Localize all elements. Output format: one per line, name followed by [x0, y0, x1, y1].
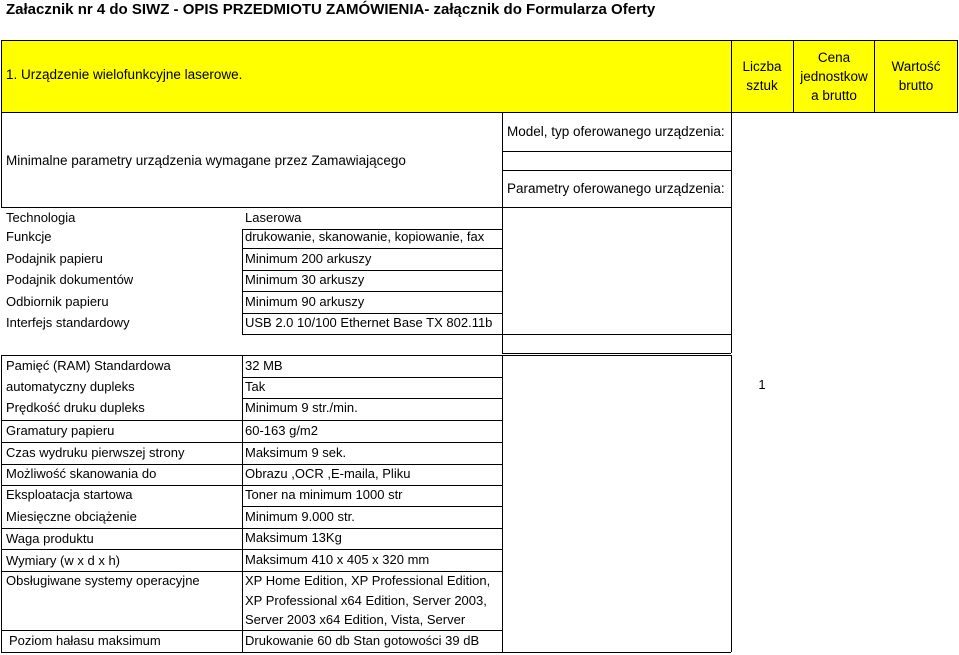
grid-line: [1, 207, 731, 208]
grid-line: [242, 528, 502, 529]
grid-line: [242, 291, 502, 292]
grid-line: [242, 571, 502, 572]
min-params-label: Minimalne parametry urządzenia wymagane przez Zamawiającego: [6, 153, 406, 168]
grid-line: [242, 270, 502, 271]
grid-line: [242, 248, 502, 249]
grid-line: [242, 229, 502, 230]
param-name: Eksploatacja startowa: [6, 487, 133, 502]
grid-line: [502, 112, 503, 207]
grid-line: [242, 464, 502, 465]
grid-line: [242, 313, 502, 314]
param-name: Możliwość skanowania do: [6, 466, 157, 481]
param-value-line: Server 2003 x64 Edition, Vista, Server: [245, 612, 466, 627]
grid-line: [1, 112, 958, 113]
grid-line: [242, 334, 502, 335]
quantity-header: [731, 57, 793, 95]
unit-price-header-line2: jednostkow: [800, 69, 868, 84]
param-value: Obrazu ,OCR ,E-maila, Pliku: [245, 466, 411, 481]
param-name: Prędkość druku dupleks: [6, 400, 145, 415]
quantity-header-line1: Liczba: [742, 59, 782, 74]
param-value: Maksimum 410 x 405 x 320 mm: [245, 552, 430, 567]
grid-line: [1, 652, 731, 653]
grid-line: [731, 40, 732, 112]
param-name: Gramatury papieru: [6, 423, 115, 438]
grid-line: [1, 355, 2, 652]
param-value: drukowanie, skanowanie, kopiowanie, fax: [245, 229, 485, 244]
param-name: Wymiary (w x d x h): [6, 553, 120, 568]
grid-line: [1, 528, 242, 529]
grid-line: [242, 485, 502, 486]
unit-price-header-line3: a brutto: [811, 88, 857, 103]
device-name: 1. Urządzenie wielofunkcyjne laserowe.: [6, 67, 243, 82]
param-value: Minimum 9 str./min.: [245, 400, 358, 415]
grid-line: [731, 207, 732, 353]
document-title: Załacznik nr 4 do SIWZ - OPIS PRZEDMIOTU ZAMÓWIENIA- załącznik do Formularza Oferty: [6, 1, 656, 18]
quantity-value: 1: [758, 377, 766, 392]
unit-price-header: [794, 48, 874, 105]
value-header: [875, 57, 957, 95]
unit-price-header-line1: Cena: [817, 50, 851, 65]
param-value: Tak: [245, 379, 266, 394]
param-name: Interfejs standardowy: [6, 315, 130, 330]
param-value: Drukowanie 60 db Stan gotowości 39 dB: [245, 633, 480, 648]
param-name: Poziom hałasu maksimum: [9, 633, 161, 648]
grid-line: [502, 151, 731, 152]
grid-line: [242, 420, 502, 421]
grid-line: [1, 464, 242, 465]
param-name: Odbiornik papieru: [6, 294, 109, 309]
grid-line: [1, 571, 242, 572]
grid-line: [242, 442, 502, 443]
grid-line: [1, 40, 2, 207]
grid-line: [1, 549, 242, 550]
param-value-line: XP Home Edition, XP Professional Edition,: [245, 573, 491, 588]
grid-line: [502, 334, 731, 335]
offered-params-label: Parametry oferowanego urządzenia:: [507, 181, 725, 196]
grid-line: [242, 355, 243, 652]
grid-line: [242, 630, 502, 631]
param-name: Miesięczne obciążenie: [6, 509, 137, 524]
param-name: automatyczny dupleks: [6, 379, 135, 394]
param-name: Technologia: [6, 210, 76, 225]
grid-line: [1, 485, 242, 486]
param-value: Toner na minimum 1000 str: [245, 487, 403, 502]
param-name: Podajnik papieru: [6, 251, 103, 266]
value-header-line1: Wartość: [891, 59, 941, 74]
grid-line: [242, 229, 243, 334]
param-name: Funkcje: [6, 229, 52, 244]
grid-line: [242, 506, 502, 507]
param-value: Laserowa: [245, 210, 302, 225]
grid-line: [1, 355, 731, 356]
grid-line: [502, 170, 731, 171]
param-value: USB 2.0 10/100 Ethernet Base TX 802.11b: [245, 315, 493, 330]
model-label: Model, typ oferowanego urządzenia:: [507, 124, 725, 139]
grid-line: [502, 353, 731, 354]
value-header-line2: brutto: [898, 78, 934, 93]
param-name: Podajnik dokumentów: [6, 272, 134, 287]
grid-line: [242, 377, 502, 378]
grid-line: [731, 355, 732, 652]
param-value: 60-163 g/m2: [245, 423, 318, 438]
param-name: Obsługiwane systemy operacyjne: [6, 573, 200, 588]
param-value: Minimum 9.000 str.: [245, 509, 355, 524]
grid-line: [874, 40, 875, 112]
grid-line: [1, 630, 242, 631]
param-value: Minimum 90 arkuszy: [245, 294, 365, 309]
param-value-line: XP Professional x64 Edition, Server 2003,: [245, 593, 487, 608]
grid-line: [1, 420, 242, 421]
grid-line: [502, 207, 503, 353]
grid-line: [242, 549, 502, 550]
param-value: Minimum 200 arkuszy: [245, 251, 372, 266]
quantity-header-line2: sztuk: [746, 78, 778, 93]
param-value: Maksimum 9 sek.: [245, 445, 347, 460]
grid-line: [957, 40, 958, 112]
grid-line: [731, 112, 732, 207]
param-name: Pamięć (RAM) Standardowa: [6, 358, 171, 373]
grid-line: [242, 398, 502, 399]
param-name: Czas wydruku pierwszej strony: [6, 445, 185, 460]
param-name: Waga produktu: [6, 531, 94, 546]
param-value: Minimum 30 arkuszy: [245, 272, 365, 287]
param-value: Maksimum 13Kg: [245, 530, 342, 545]
grid-line: [1, 442, 242, 443]
param-value: 32 MB: [245, 358, 283, 373]
grid-line: [1, 40, 958, 41]
grid-line: [502, 355, 503, 652]
grid-line: [793, 40, 794, 112]
